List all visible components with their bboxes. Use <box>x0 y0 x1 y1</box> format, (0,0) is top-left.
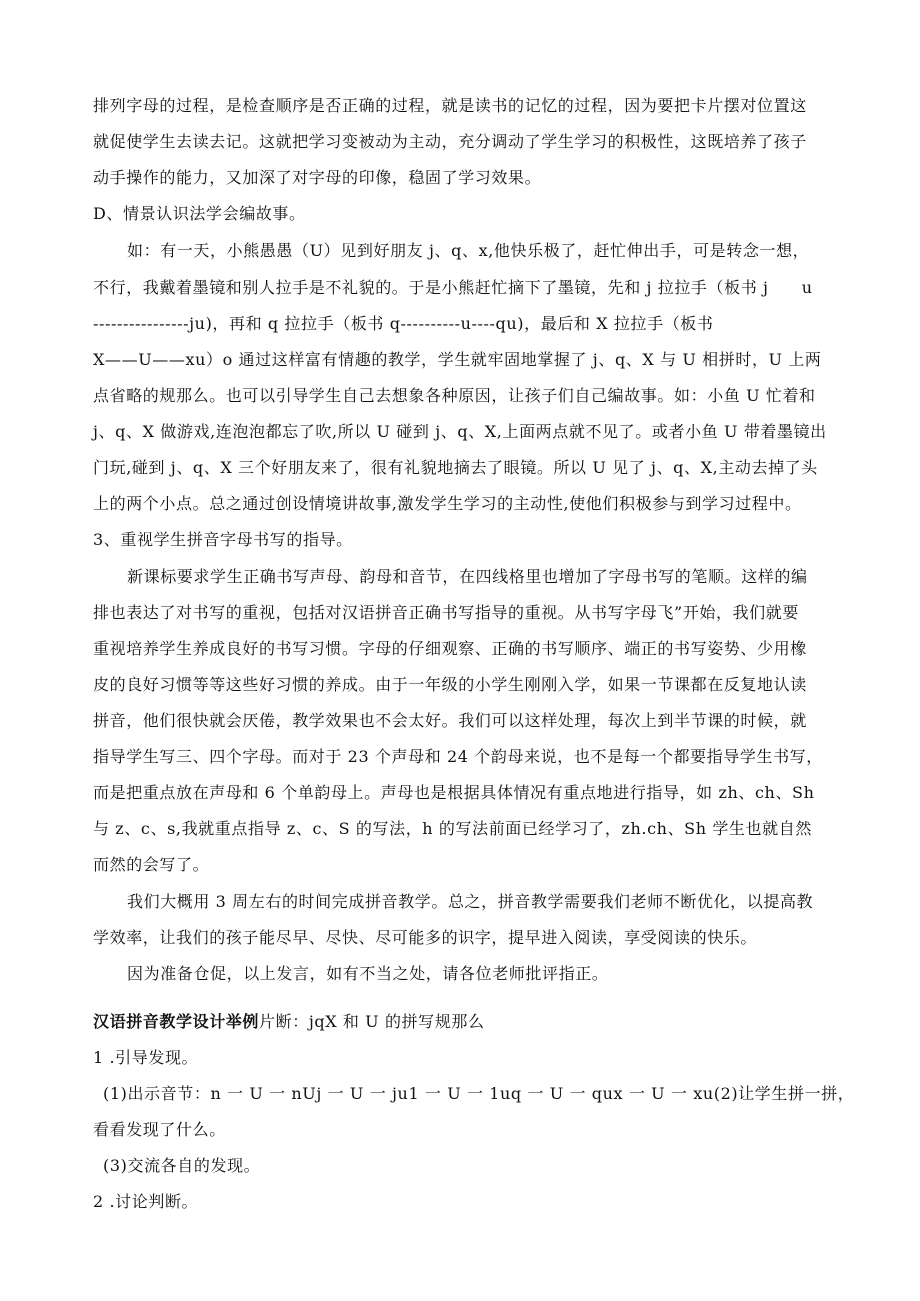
text-line: 与 z、c、s,我就重点指导 z、c、S 的写法，h 的写法前面已经学习了，zh.ch、Sh 学生也就自然 <box>93 819 812 838</box>
text-line: 而是把重点放在声母和 6 个单韵母上。声母也是根据具体情况有重点地进行指导，如 zh、ch、Sh <box>93 783 815 802</box>
text-line: 就促使学生去读去记。这就把学习变被动为主动，充分调动了学生学习的积极性，这既培养了孩子 <box>93 132 807 151</box>
section-heading: 汉语拼音教学设计举例 <box>93 1012 260 1031</box>
text-line: 我们大概用 3 周左右的时间完成拼音教学。总之，拼音教学需要我们老师不断优化，以提高教 <box>127 892 814 911</box>
text-line: X——U——xu）o 通过这样富有情趣的教学，学生就牢固地掌握了 j、q、X 与 U 相拼时，U 上两 <box>93 350 822 369</box>
text-line: 皮的良好习惯等等这些好习惯的养成。由于一年级的小学生刚刚入学，如果一节课都在反复地认读 <box>93 675 807 694</box>
section-label-3: 3、重视学生拼音字母书写的指导。 <box>93 530 353 549</box>
text-line: 动手操作的能力，又加深了对字母的印像，稳固了学习效果。 <box>93 168 542 187</box>
text-line: 而然的会写了。 <box>93 855 210 874</box>
text-line: 拼音，他们很快就会厌倦，教学效果也不会太好。我们可以这样处理，每次上到半节课的时候，就 <box>93 711 807 730</box>
text-line: 因为准备仓促，以上发言，如有不当之处，请各位老师批评指正。 <box>127 964 609 983</box>
section-label-d: D、情景认识法学会编故事。 <box>93 204 306 223</box>
text-line: 排也表达了对书写的重视，包括对汉语拼音正确书写指导的重视。从书写字母飞”开始，我们就要 <box>93 603 799 622</box>
text-line: 点省略的规那么。也可以引导学生自己去想象各种原因，让孩子们自己编故事。如：小鱼 U 忙着和 <box>93 386 816 405</box>
text-line: 排列字母的过程，是检查顺序是否正确的过程，就是读书的记忆的过程，因为要把卡片摆对位置这 <box>93 96 807 115</box>
text-line: 重视培养学生养成良好的书写习惯。字母的仔细观察、正确的书写顺序、端正的书写姿势、少用橡 <box>93 639 807 658</box>
list-item-sub-3: (3)交流各自的发现。 <box>103 1156 261 1175</box>
text-line: ----------------ju)，再和 q 拉拉手（板书 q----------u----qu)，最后和 X 拉拉手（板书 <box>93 314 714 333</box>
list-item-1: 1 .引导发现。 <box>93 1048 199 1067</box>
section-heading-line <box>93 1011 485 1033</box>
text-line: 门玩,碰到 j、q、X 三个好朋友来了，很有礼貌地摘去了眼镜。所以 U 见了 j、q、X,主动去掉了头 <box>93 458 818 477</box>
text-line: j、q、X 做游戏,连泡泡都忘了吹,所以 U 碰到 j、q、X,上面两点就不见了。或者小鱼 U 带着墨镜出 <box>93 422 827 441</box>
text-line: 学效率，让我们的孩子能尽早、尽快、尽可能多的识字，提早进入阅读，享受阅读的快乐。 <box>93 928 758 947</box>
text-line: 上的两个小点。总之通过创设情境讲故事,激发学生学习的主动性,使他们积极参与到学习过程中。 <box>93 494 802 513</box>
text-line: 看看发现了什么。 <box>93 1120 226 1139</box>
text-line: 不行，我戴着墨镜和别人拉手是不礼貌的。于是小熊赶忙摘下了墨镜，先和 j 拉拉手（板书 j u <box>93 278 813 297</box>
list-item-2: 2 .讨论判断。 <box>93 1192 199 1211</box>
text-line: 指导学生写三、四个字母。而对于 23 个声母和 24 个韵母来说，也不是每一个都要指导学生书写， <box>93 747 823 766</box>
text-line: 如：有一天，小熊愚愚（U）见到好朋友 j、q、x,他快乐极了，赶忙伸出手，可是转念一想， <box>127 241 810 260</box>
text-line: 新课标要求学生正确书写声母、韵母和音节，在四线格里也增加了字母书写的笔顺。这样的编 <box>127 567 808 586</box>
list-item-sub-1: (1)出示音节：n 一 U 一 nUj 一 U 一 ju1 一 U 一 1uq 一 U 一 qux 一 U 一 xu(2)让学生拼一拼， <box>103 1084 855 1103</box>
section-subtitle: 片断：jqX 和 U 的拼写规那么 <box>259 1012 485 1031</box>
